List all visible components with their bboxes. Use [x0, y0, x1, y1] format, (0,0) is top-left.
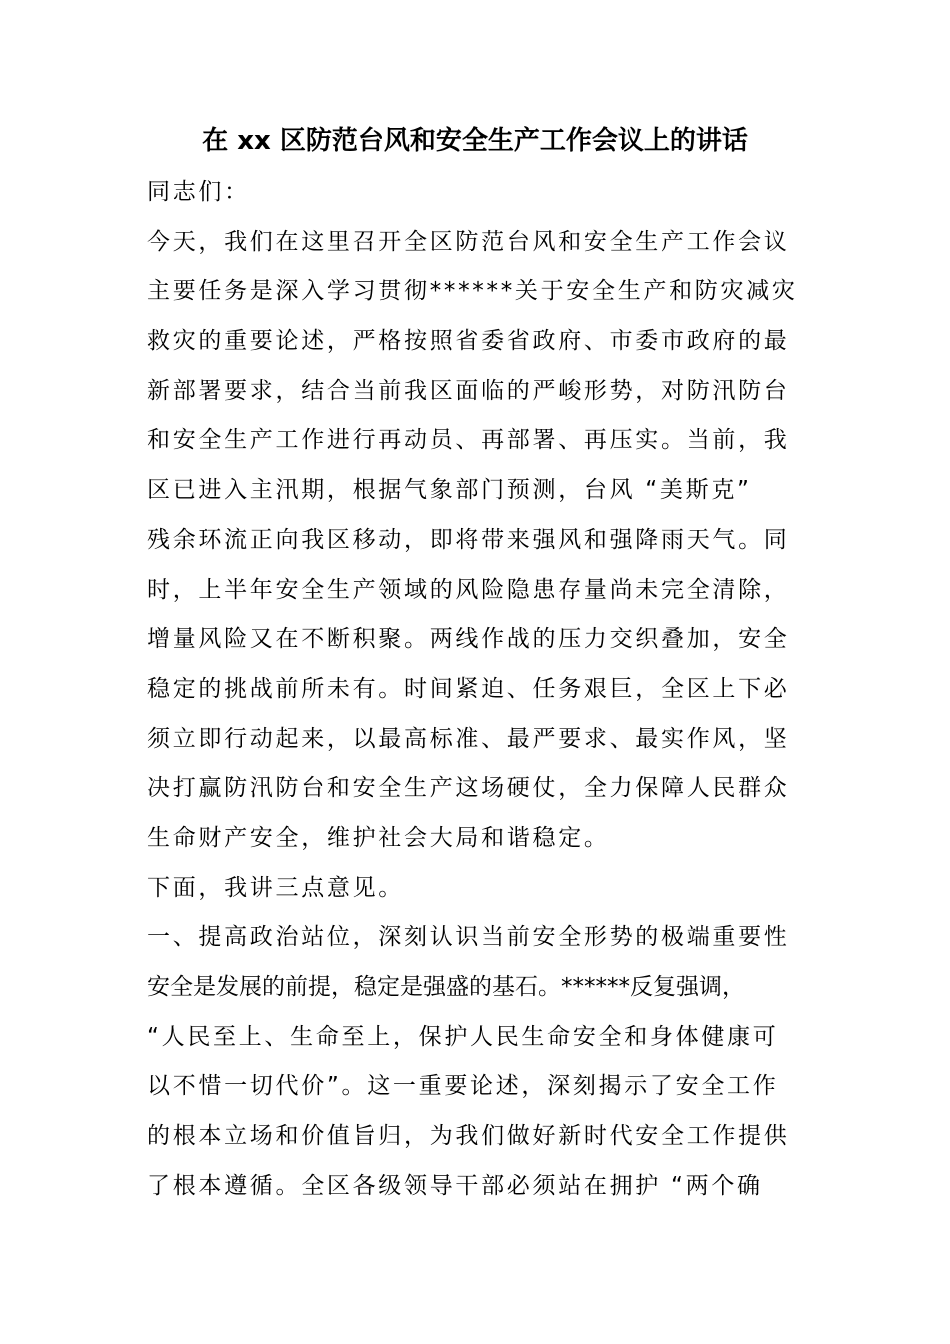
text-line: 须立即行动起来，以最高标准、最严要求、最实作风，坚 [147, 725, 790, 752]
document-title: 在 xx 区防范台风和安全生产工作会议上的讲话 [202, 126, 748, 156]
text-line: 增量风险又在不断积聚。两线作战的压力交织叠加，安全 [147, 626, 790, 653]
text-line: 救灾的重要论述，严格按照省委省政府、市委市政府的最 [147, 328, 790, 355]
text-line: 时，上半年安全生产领域的风险隐患存量尚未完全清除， [147, 576, 790, 603]
text-line: 稳定的挑战前所未有。时间紧迫、任务艰巨，全区上下必 [147, 675, 790, 702]
document-body [147, 166, 837, 1209]
text-line: 和安全生产工作进行再动员、再部署、再压实。当前，我 [147, 427, 790, 454]
text-line: 决打赢防汛防台和安全生产这场硬仗，全力保障人民群众 [147, 775, 790, 802]
text-line: 今天，我们在这里召开全区防范台风和安全生产工作会议 [147, 228, 790, 255]
text-line: 区已进入主汛期，根据气象部门预测，台风 “美斯克” [147, 477, 752, 504]
text-line: 安全是发展的前提，稳定是强盛的基石。******反复强调， [147, 974, 745, 1000]
text-line: 生命财产安全，维护社会大局和谐稳定。 [147, 824, 610, 851]
text-line: 以不惜一切代价”。这一重要论述，深刻揭示了安全工作 [147, 1073, 779, 1100]
section-heading: 一、提高政治站位，深刻认识当前安全形势的极端重要性 [147, 924, 790, 951]
text-line: “人民至上、生命至上，保护人民生命安全和身体健康可 [147, 1023, 779, 1050]
text-line: 新部署要求，结合当前我区面临的严峻形势，对防汛防台 [147, 377, 790, 404]
text-line: 了根本遵循。全区各级领导干部必须站在拥护 “两个确 [147, 1172, 763, 1199]
text-line: 下面，我讲三点意见。 [147, 874, 404, 901]
text-line: 同志们： [147, 179, 250, 205]
text-line: 残余环流正向我区移动，即将带来强风和强降雨天气。同 [147, 526, 790, 553]
text-line: 的根本立场和价值旨归，为我们做好新时代安全工作提供 [147, 1123, 790, 1150]
text-line: 主要任务是深入学习贯彻******关于安全生产和防灾减灾 [147, 278, 798, 305]
